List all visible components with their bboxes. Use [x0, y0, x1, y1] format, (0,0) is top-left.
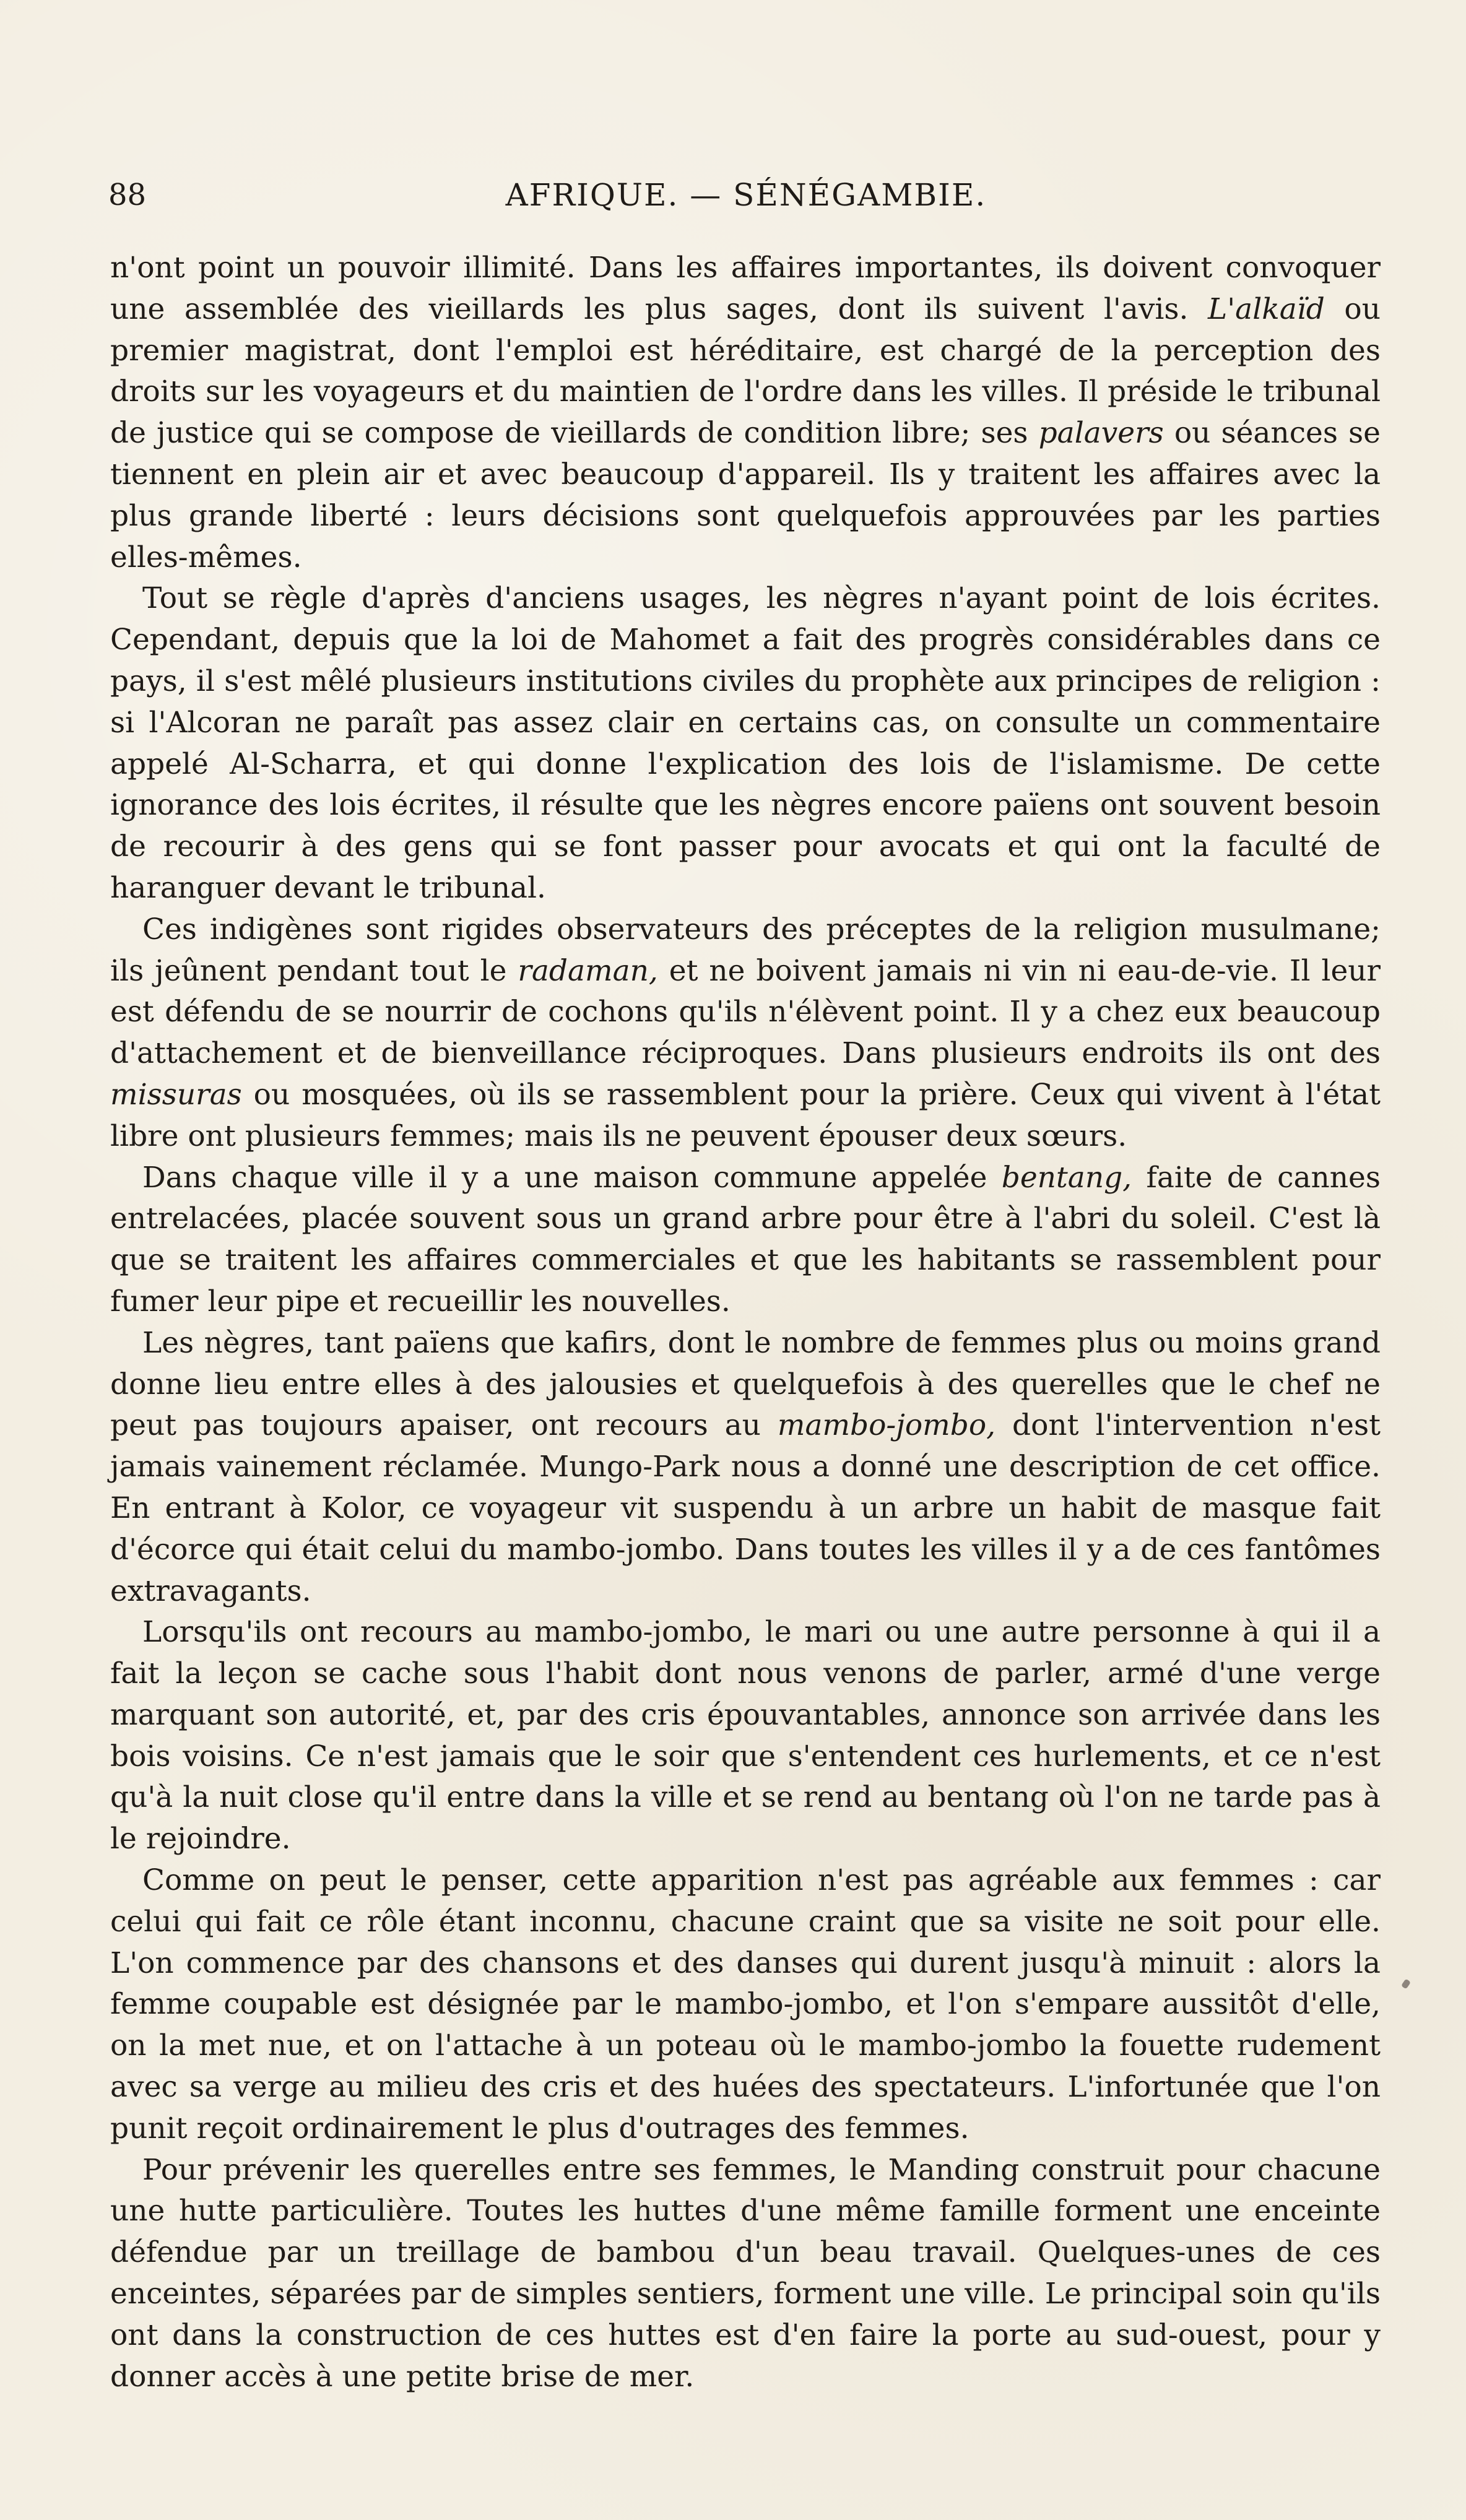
- paragraph-text: Pour prévenir les querelles entre ses femmes, le Manding construit pour chacune une hutte particulière. Toutes les huttes d'une même famille forment une enceinte défendue par un treillage de bambou d'un beau travail. Quelques-unes de ces enceintes, séparées par de simples sentiers, forment une ville. Le principal soin qu'ils ont dans la construction de ces huttes est d'en faire la porte au sud-ouest, pour y donner accès à une petite brise de mer.: [110, 2152, 1381, 2394]
- italic-term-missuras: missuras: [110, 1077, 242, 1112]
- paragraph-text: Ces indigènes sont rigides observateurs des préceptes de la religion musulmane; ils jeûnent pendant tout le: [110, 912, 1381, 988]
- paragraph-text: ou mosquées, où ils se rassemblent pour la prière. Ceux qui vivent à l'état libre ont plusieurs femmes; mais ils ne peuvent épouser deux sœurs.: [110, 1077, 1381, 1153]
- paragraph-text: et ne boivent jamais ni vin ni eau-de-vie. Il leur est défendu de se nourrir de cochons qu'ils n'élèvent point. Il y a chez eux beaucoup d'attachement et de bienveillance réciproques. Dans plusieurs endroits ils ont des: [110, 953, 1381, 1071]
- italic-term-bentang: bentang,: [1001, 1160, 1132, 1195]
- paragraph-governance: [110, 248, 1381, 578]
- paragraph-text: dont l'intervention n'est jamais vainement réclamée. Mungo-Park nous a donné une description de cet office. En entrant à Kolor, ce voyageur vit suspendu à un arbre un habit de masque fait d'écorce qui était celui du mambo-jombo. Dans toutes les villes il y a de ces fantômes extravagants.: [110, 1408, 1381, 1608]
- paragraph-text: Tout se règle d'après d'anciens usages, les nègres n'ayant point de lois écrites. Cependant, depuis que la loi de Mahomet a fait des progrès considérables dans ce pays, il s'est mêlé plusieurs institutions civiles du prophète aux principes de religion : si l'Alcoran ne paraît pas assez clair en certains cas, on consulte un commentaire appelé Al-Scharra, et qui donne l'explication des lois de l'islamisme. De cette ignorance des lois écrites, il résulte que les nègres encore païens ont souvent besoin de recourir à des gens qui se font passer pour avocats et qui ont la faculté de haranguer devant le tribunal.: [110, 581, 1381, 905]
- paragraph-apparition: [110, 1860, 1381, 2150]
- running-title: AFRIQUE. — SÉNÉGAMBIE.: [505, 177, 987, 213]
- paragraph-text: ou séances se tiennent en plein air et avec beaucoup d'appareil. Ils y traitent les affaires avec la plus grande liberté : leurs décisions sont quelquefois approuvées par les parties elles-mêmes.: [110, 416, 1381, 574]
- italic-term-palavers: palavers: [1038, 416, 1164, 451]
- paragraph-text: Les nègres, tant païens que kafirs, dont le nombre de femmes plus ou moins grand donne lieu entre elles à des jalousies et quelquefois à des querelles que le chef ne peut pas toujours apaiser, ont recours au: [110, 1325, 1381, 1443]
- italic-term-radaman: radaman,: [518, 953, 658, 988]
- paragraph-laws: [110, 578, 1381, 909]
- paragraph-text: Dans chaque ville il y a une maison commune appelée: [142, 1160, 1002, 1195]
- paragraph-text: n'ont point un pouvoir illimité. Dans les affaires importantes, ils doivent convoquer une assemblée des vieillards les plus sages, dont ils suivent l'avis.: [110, 251, 1381, 326]
- paragraph-text: Comme on peut le penser, cette apparition n'est pas agréable aux femmes : car celui qui fait ce rôle étant inconnu, chacune craint que sa visite ne soit pour elle. L'on commence par des chansons et des danses qui durent jusqu'à minuit : alors la femme coupable est désignée par le mambo-jombo, et l'on s'empare aussitôt d'elle, on la met nue, et on l'attache à un poteau où le mambo-jombo la fouette rudement avec sa verge au milieu des cris et des huées des spectateurs. L'infortunée que l'on punit reçoit ordinairement le plus d'outrages des femmes.: [110, 1863, 1381, 2145]
- italic-term-mambo-jombo: mambo-jombo,: [777, 1408, 996, 1443]
- italic-term-alkaid: L'alkaïd: [1208, 292, 1325, 326]
- paragraph-mambo-jombo-recours: [110, 1612, 1381, 1860]
- paragraph-text: ou premier magistrat, dont l'emploi est héréditaire, est chargé de la perception des droits sur les voyageurs et du maintien de l'ordre dans les villes. Il préside le tribunal de justice qui se compose de vieillards de condition libre; ses: [110, 292, 1381, 451]
- paragraph-bentang: [110, 1158, 1381, 1323]
- paragraph-religion: [110, 909, 1381, 1158]
- paragraph-text: Lorsqu'ils ont recours au mambo-jombo, le mari ou une autre personne à qui il a fait la leçon se cache sous l'habit dont nous venons de parler, armé d'une verge marquant son autorité, et, par des cris épouvantables, annonce son arrivée dans les bois voisins. Ce n'est jamais que le soir que s'entendent ces hurlements, et ce n'est qu'à la nuit close qu'il entre dans la ville et se rend au bentang où l'on ne tarde pas à le rejoindre.: [110, 1615, 1381, 1856]
- paragraph-mambo-jombo: [110, 1323, 1381, 1613]
- page-header: [108, 173, 1384, 217]
- paragraph-huttes: [110, 2150, 1381, 2398]
- paragraph-text: faite de cannes entrelacées, placée souvent sous un grand arbre pour être à l'abri du soleil. C'est là que se traitent les affaires commerciales et que les habitants se rassemblent pour fumer leur pipe et recueillir les nouvelles.: [110, 1160, 1381, 1318]
- page-number: 88: [108, 178, 147, 212]
- body-text: [110, 248, 1381, 2397]
- scan-speck: [1401, 1978, 1411, 1989]
